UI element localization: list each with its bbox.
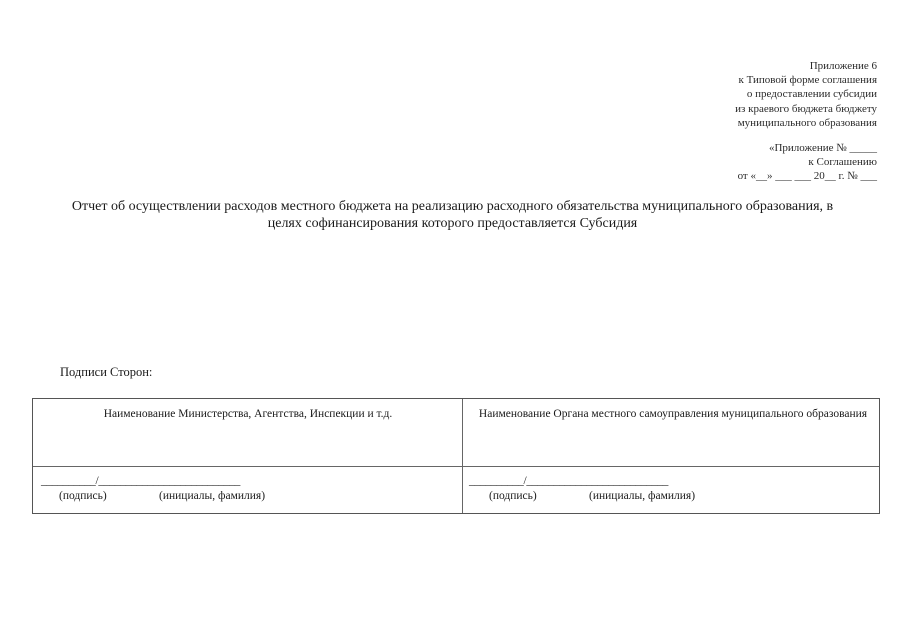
appendix-header: [657, 59, 877, 130]
name-caption: (инициалы, фамилия): [159, 490, 266, 502]
appendix-line: Приложение 6: [809, 60, 877, 72]
ministry-name-heading: Наименование Министерства, Агентства, Инспекции и т.д.: [103, 408, 393, 420]
agreement-reference: [657, 141, 877, 184]
appendix-line: к Типовой форме соглашения: [738, 74, 877, 87]
municipal-signature-line: __________/__________________________: [469, 475, 669, 487]
ministry-signature-line: __________/__________________________: [41, 475, 241, 487]
municipal-body-name-heading: Наименование Органа местного самоуправления муниципального образования: [478, 408, 868, 420]
table-divider-horizontal: [33, 466, 879, 467]
signatures-label: Подписи Сторон:: [60, 365, 153, 379]
municipal-signature-caption: [489, 490, 695, 502]
report-title-line-2: целях софинансирования которого предоставляется Субсидия: [267, 216, 638, 231]
reference-line: «Приложение № _____: [768, 142, 877, 154]
appendix-line: муниципального образования: [737, 116, 877, 129]
ministry-signature-caption: [59, 490, 265, 502]
reference-line: от «__» ___ ___ 20__ г. № ___: [737, 170, 877, 183]
signature-caption: (подпись): [489, 490, 537, 502]
reference-line: к Соглашению: [808, 156, 877, 169]
report-title-line-1: Отчет об осуществлении расходов местного бюджета на реализацию расходного обязательства муниципального образования, в: [71, 199, 834, 214]
signatures-table: [32, 398, 880, 514]
appendix-line: о предоставлении субсидии: [746, 88, 877, 101]
report-title: [30, 198, 875, 232]
table-divider-vertical: [462, 399, 463, 513]
name-caption: (инициалы, фамилия): [589, 490, 696, 502]
signature-caption: (подпись): [59, 490, 107, 502]
appendix-line: из краевого бюджета бюджету: [735, 102, 877, 115]
